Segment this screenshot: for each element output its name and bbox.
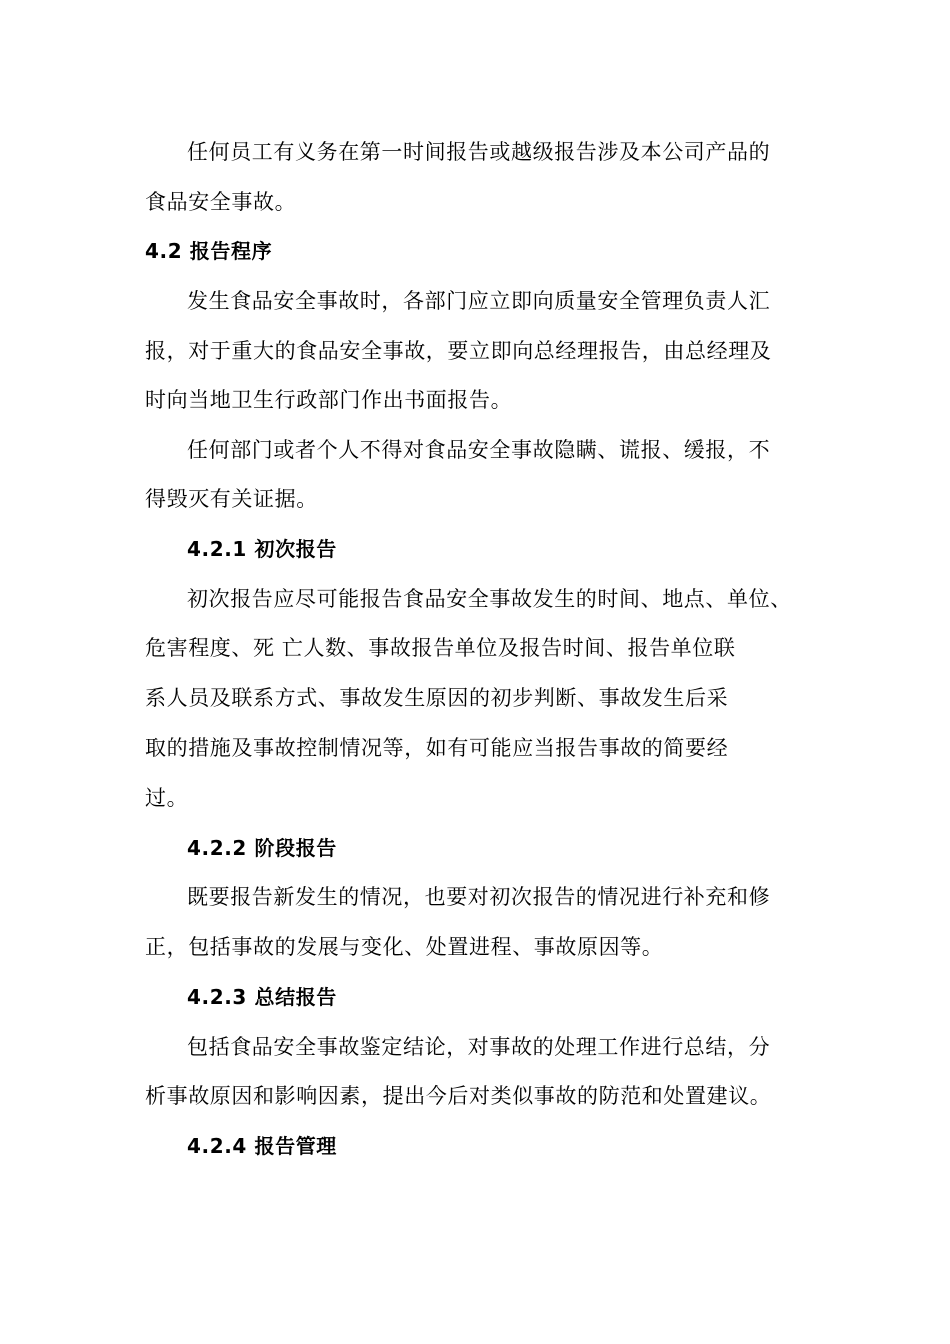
paragraph-line: 既要报告新发生的情况，也要对初次报告的情况进行补充和修: [187, 885, 771, 909]
paragraph-line: 时向当地卫生行政部门作出书面报告。: [145, 388, 513, 412]
paragraph-line: 析事故原因和影响因素，提出今后对类似事故的防范和处置建议。: [145, 1084, 772, 1108]
paragraph-line: 发生食品安全事故时，各部门应立即向质量安全管理负责人汇: [187, 289, 771, 313]
paragraph-line: 取的措施及事故控制情况等，如有可能应当报告事故的简要经: [145, 736, 729, 760]
paragraph-line: 正，包括事故的发展与变化、处置进程、事故原因等。: [145, 935, 664, 959]
paragraph-line: 初次报告应尽可能报告食品安全事故发生的时间、地点、单位、: [187, 587, 792, 611]
paragraph-line: 报，对于重大的食品安全事故，要立即向总经理报告，由总经理及: [145, 339, 772, 363]
section-heading-4-2-2: 4.2.2 阶段报告: [187, 836, 337, 860]
section-heading-4-2-4: 4.2.4 报告管理: [187, 1134, 337, 1158]
paragraph-line: 任何员工有义务在第一时间报告或越级报告涉及本公司产品的: [187, 140, 771, 164]
section-heading-4-2-3: 4.2.3 总结报告: [187, 985, 337, 1009]
paragraph-line: 任何部门或者个人不得对食品安全事故隐瞒、谎报、缓报，不: [187, 438, 771, 462]
paragraph-line: 包括食品安全事故鉴定结论，对事故的处理工作进行总结，分: [187, 1035, 771, 1059]
paragraph-line: 系人员及联系方式、事故发生原因的初步判断、事故发生后采: [145, 686, 729, 710]
paragraph-line: 食品安全事故。: [145, 190, 297, 214]
paragraph-line: 过。: [145, 786, 189, 810]
section-heading-4-2: 4.2 报告程序: [145, 239, 273, 263]
section-heading-4-2-1: 4.2.1 初次报告: [187, 537, 337, 561]
paragraph-line: 危害程度、死 亡人数、事故报告单位及报告时间、报告单位联: [145, 636, 736, 660]
paragraph-line: 得毁灭有关证据。: [145, 487, 318, 511]
